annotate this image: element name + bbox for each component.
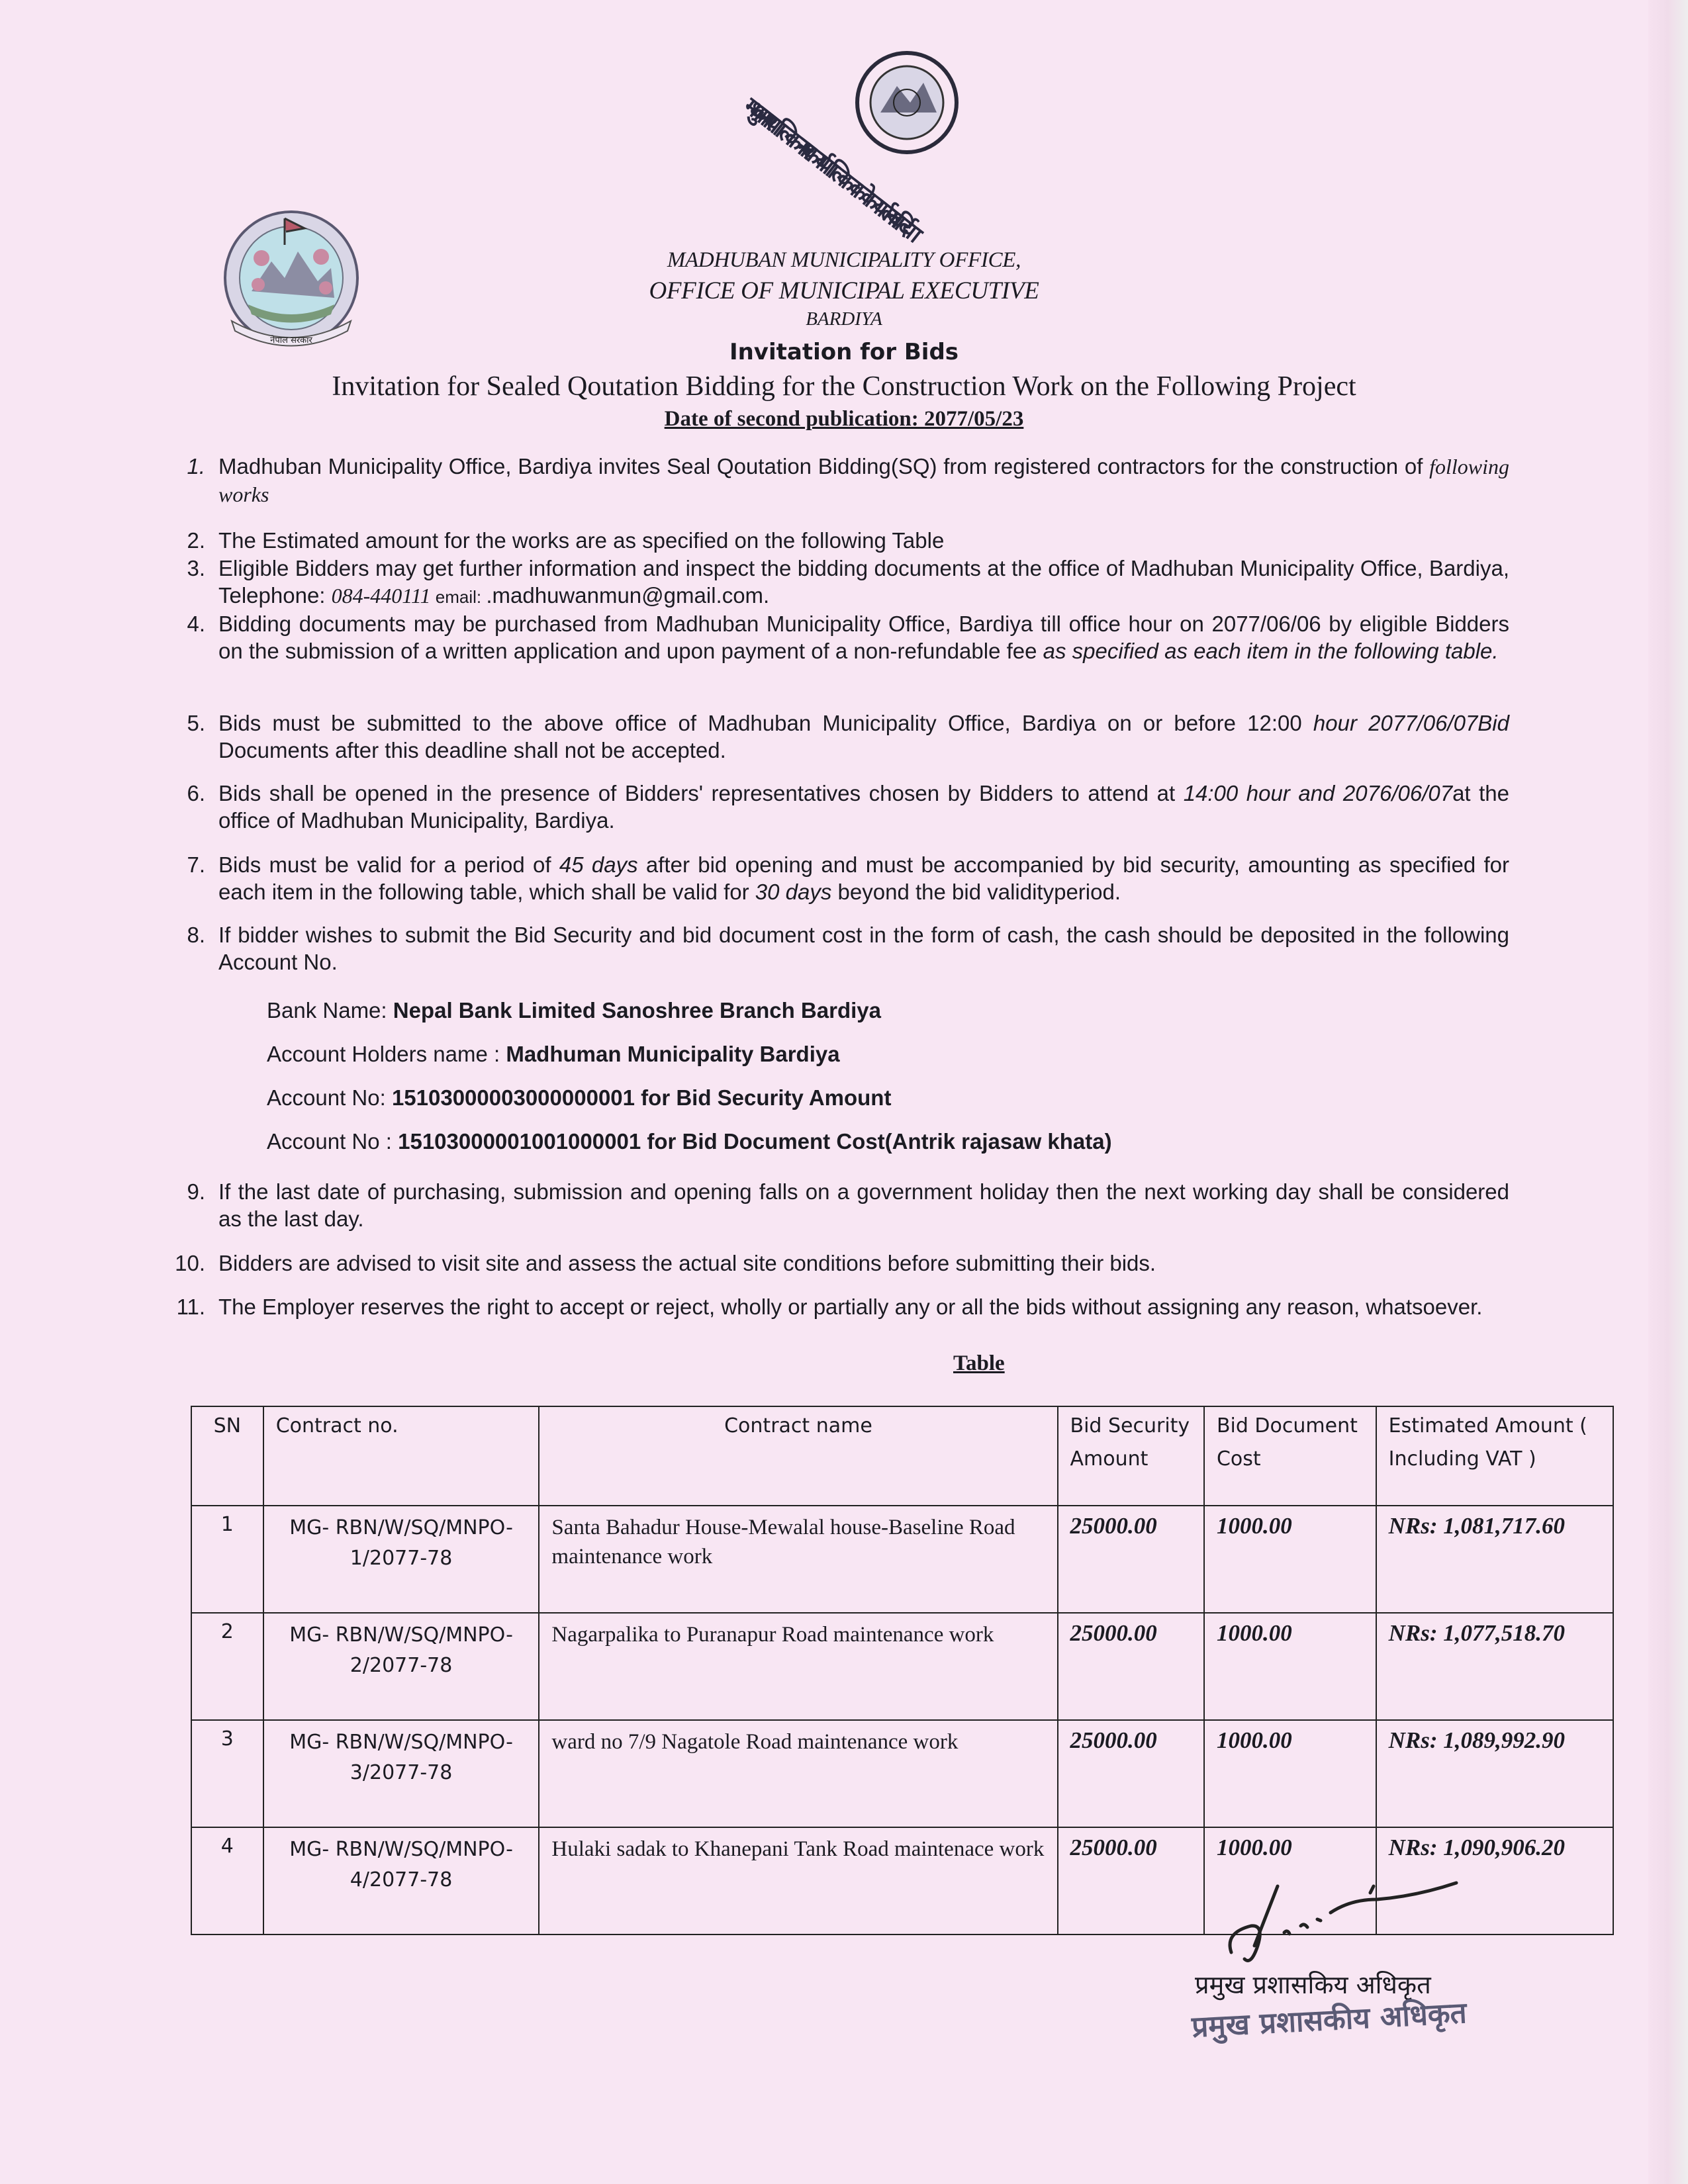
handwritten-signature <box>1205 1873 1523 1979</box>
item-number: 5. <box>187 711 205 735</box>
cell-sn: 3 <box>191 1720 263 1827</box>
account-holder-value: Madhuman Municipality Bardiya <box>506 1042 840 1066</box>
cell-estimated-amount: NRs: 1,081,717.60 <box>1376 1506 1613 1613</box>
table-row <box>191 1613 1613 1720</box>
account-no-document <box>267 1129 1112 1154</box>
item-text: Bids shall be opened in the presence of Bidders' representatives chosen by Bidders to attend at <box>218 781 1184 805</box>
cell-estimated-amount: NRs: 1,089,992.90 <box>1376 1720 1613 1827</box>
list-item <box>187 780 1509 834</box>
page-subtitle: Invitation for Sealed Qoutation Bidding for the Construction Work on the Following Project <box>332 371 1356 402</box>
item-text: Bids must be submitted to the above office of Madhuban Municipality Office, Bardiya on or before 12:00 <box>218 711 1313 735</box>
phone-number: 084-440111 <box>331 584 431 608</box>
column-header: Contract no. <box>263 1406 539 1506</box>
account-holder <box>267 1042 840 1067</box>
item-number: 7. <box>187 852 205 877</box>
item-text-italic: 30 days <box>755 880 832 904</box>
email-address: .madhuwanmun@gmail.com. <box>486 583 770 608</box>
item-text-italic: hour 2077/06/07Bid <box>1313 711 1509 735</box>
item-number: 2. <box>187 528 205 553</box>
cell-bid-document-cost: 1000.00 <box>1204 1613 1376 1720</box>
column-header: Contract name <box>539 1406 1057 1506</box>
list-item <box>187 555 1509 611</box>
cell-sn: 2 <box>191 1613 263 1720</box>
list-item <box>187 709 1509 764</box>
municipality-stamp <box>715 40 993 278</box>
list-item <box>187 851 1509 905</box>
page-title: Invitation for Bids <box>729 339 959 365</box>
header-line-2: OFFICE OF MUNICIPAL EXECUTIVE <box>649 277 1039 304</box>
cell-bid-security: 25000.00 <box>1058 1827 1204 1934</box>
table-header-row <box>191 1406 1613 1506</box>
item-text: If bidder wishes to submit the Bid Security and bid document cost in the form of cash, the cash should be deposited in the following Account No. <box>218 923 1509 974</box>
cell-contract-name: Hulaki sadak to Khanepani Tank Road maintenace work <box>539 1827 1057 1934</box>
cell-sn: 4 <box>191 1827 263 1934</box>
cell-bid-document-cost: 1000.00 <box>1204 1827 1376 1934</box>
item-text: The Employer reserves the right to accept or reject, wholly or partially any or all the bids without assigning any reason, whatsoever. <box>218 1295 1483 1319</box>
cell-contract-no: MG- RBN/W/SQ/MNPO-4/2077-78 <box>263 1827 539 1934</box>
cell-bid-security: 25000.00 <box>1058 1613 1204 1720</box>
cell-estimated-amount: NRs: 1,077,518.70 <box>1376 1613 1613 1720</box>
item-text: The Estimated amount for the works are as specified on the following Table <box>218 528 945 553</box>
item-text: Eligible Bidders may get further information and inspect the bidding documents at the office of Madhuban Municipality Office, Bardiya, Telephone: <box>218 556 1509 608</box>
table-row <box>191 1720 1613 1827</box>
item-text: after bid opening and must be accompanied by bid security, amounting as specified for each item in the following table, which shall be valid for <box>218 852 1509 904</box>
item-text-italic: 45 days <box>559 852 638 877</box>
item-text-italic: following works <box>218 455 1509 506</box>
list-item <box>187 527 1509 554</box>
item-text: If the last date of purchasing, submission and opening falls on a government holiday then the next working day shall be considered as the last day. <box>218 1179 1509 1231</box>
bids-table <box>191 1406 1614 1935</box>
item-number: 4. <box>187 612 205 636</box>
cell-bid-document-cost: 1000.00 <box>1204 1506 1376 1613</box>
signatory-stamp: प्रमुख प्रशासकीय अधिकृत <box>1191 1996 1468 2044</box>
cell-contract-name: Nagarpalika to Puranapur Road maintenance work <box>539 1613 1057 1720</box>
account-no-value: 15103000003000000001 for Bid Security Amount <box>391 1085 892 1110</box>
cell-bid-security: 25000.00 <box>1058 1720 1204 1827</box>
item-text: Bidding documents may be purchased from Madhuban Municipality Office, Bardiya till office hour on 2077/06/06 by eligible Bidders on the submission of a written application and upon payment of a non-refundable fee <box>218 612 1509 663</box>
list-item <box>187 453 1509 508</box>
item-text: beyond the bid validityperiod. <box>831 880 1121 904</box>
cell-bid-document-cost: 1000.00 <box>1204 1720 1376 1827</box>
item-number: 10. <box>175 1251 205 1275</box>
list-item <box>187 921 1509 976</box>
item-text-italic: 14:00 hour and 2076/06/07 <box>1183 781 1453 805</box>
item-text: at the office of Madhuban Municipality, Bardiya. <box>218 781 1509 833</box>
column-header: SN <box>191 1406 263 1506</box>
account-no-security <box>267 1085 891 1111</box>
emblem-text: नेपाल सरकार <box>270 336 312 345</box>
email-label: email: <box>430 587 487 607</box>
cell-contract-name: ward no 7/9 Nagatole Road maintenance work <box>539 1720 1057 1827</box>
cell-estimated-amount: NRs: 1,090,906.20 <box>1376 1827 1613 1934</box>
publication-date: Date of second publication: 2077/05/23 <box>664 407 1024 431</box>
header-line-1: MADHUBAN MUNICIPALITY OFFICE, <box>667 248 1021 272</box>
column-header: Bid Security Amount <box>1058 1406 1204 1506</box>
header-line-3: BARDIYA <box>806 308 882 330</box>
item-number: 9. <box>187 1179 205 1204</box>
item-number: 8. <box>187 923 205 947</box>
list-item <box>176 1293 1509 1320</box>
account-no-label: Account No : <box>267 1129 399 1154</box>
cell-contract-no: MG- RBN/W/SQ/MNPO-2/2077-78 <box>263 1613 539 1720</box>
stamp-text: मधुवन नगरपालिका नगर कार्यपालिकाको कार्यालय बर्दिया <box>738 93 927 249</box>
cell-bid-security: 25000.00 <box>1058 1506 1204 1613</box>
list-item <box>187 610 1509 664</box>
item-text: Bids must be valid for a period of <box>218 852 559 877</box>
cell-contract-no: MG- RBN/W/SQ/MNPO-3/2077-78 <box>263 1720 539 1827</box>
item-text: Bidders are advised to visit site and assess the actual site conditions before submitting their bids. <box>218 1251 1156 1275</box>
list-item <box>175 1250 1509 1277</box>
account-holder-label: Account Holders name : <box>267 1042 506 1066</box>
item-text-italic: as specified as each item in the following table. <box>1043 639 1499 663</box>
column-header: Estimated Amount ( Including VAT ) <box>1376 1406 1613 1506</box>
column-header: Bid Document Cost <box>1204 1406 1376 1506</box>
cell-sn: 1 <box>191 1506 263 1613</box>
item-text: Documents after this deadline shall not be accepted. <box>218 738 726 762</box>
account-no-value: 15103000001001000001 for Bid Document Cost(Antrik rajasaw khata) <box>398 1129 1112 1154</box>
bank-name-label: Bank Name: <box>267 998 393 1023</box>
item-number: 3. <box>187 556 205 580</box>
cell-contract-no: MG- RBN/W/SQ/MNPO-1/2077-78 <box>263 1506 539 1613</box>
table-title: Table <box>953 1351 1005 1375</box>
item-number: 11. <box>176 1295 205 1319</box>
table-row <box>191 1506 1613 1613</box>
list-item <box>187 1178 1509 1232</box>
bank-name <box>267 998 881 1023</box>
account-no-label: Account No: <box>267 1085 392 1110</box>
item-number: 6. <box>187 781 205 805</box>
item-text: Madhuban Municipality Office, Bardiya invites Seal Qoutation Bidding(SQ) from registered contractors for the construction of <box>218 454 1430 478</box>
cell-contract-name: Santa Bahadur House-Mewalal house-Baseline Road maintenance work <box>539 1506 1057 1613</box>
signatory-title: प्रमुख प्रशासकिय अधिकृत <box>1195 1970 1431 1999</box>
item-number: 1. <box>187 454 205 478</box>
bank-name-value: Nepal Bank Limited Sanoshree Branch Bardiya <box>393 998 881 1023</box>
